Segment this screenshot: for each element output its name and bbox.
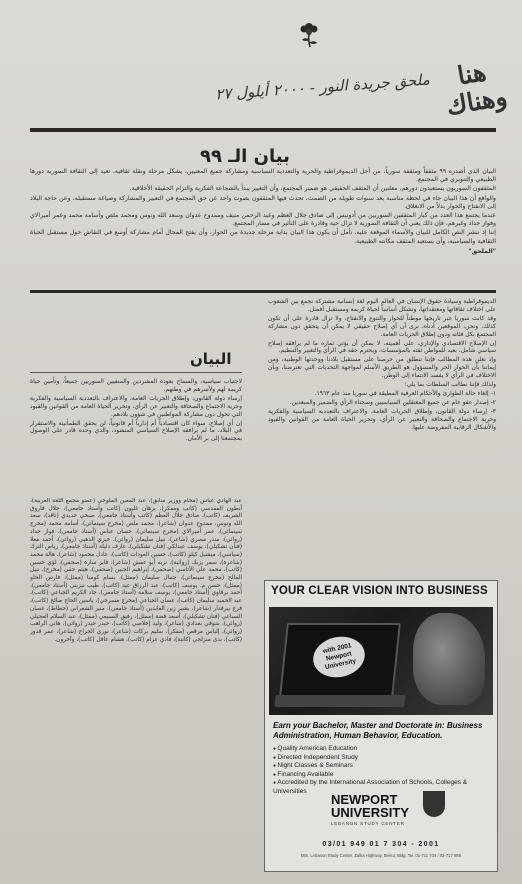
logo-line-2: وهناك: [444, 81, 510, 121]
newport-university-ad: [264, 580, 498, 872]
ad-address: Mtn. Lebanon Study Center, Zalka Highway, Beirut, Bldg. Tel. 01-711 704 / 03-717 989: [301, 853, 461, 858]
supplement-title: ملحق جريدة النور - ٢٠٠٠ أيلول ٢٧: [214, 70, 431, 104]
hand-icon: [413, 613, 485, 705]
declaration-paragraph: وقد كانت سوريا عبر تاريخها موطناً للحوار والتنوع والانفتاح، ولا تزال قادرة على أن تكون كذلك. ونحن، الموقعين أدناه، نرى أن أي إصلاح حقيقي لا يمكن أن يتحقق دون مشاركة المجتمع بكل فئاته ودون إطلاق الحريات العامة.: [268, 314, 496, 338]
statement-paragraph: والواقع أن هذا البيان جاء في لحظة مناسبة بعد سنوات طويلة من الصمت، تحدث فيها المثقفون بصوت واحد عن حق المجتمع في التعبير والمشاركة وصياغة مستقبله، وعن حاجة البلاد إلى الانفتاح والحوار بدلاً من الانغلاق.: [30, 194, 496, 210]
declaration-paragraph: الديموقراطية وسيادة حقوق الإنسان في العالم اليوم لغة إنسانية مشتركة تجمع بين الشعوب على اختلاف ثقافاتها ومعتقداتها، وتشكل أساساً لحياة كريمة ومستقبل أفضل.: [268, 298, 496, 313]
statement-paragraph: المثقفون السوريون يستعيدون دورهم، معلنين أن المثقف الحقيقي هو ضمير المجتمع، وأن التغيير يبدأ بالشجاعة الفكرية والتزام الحقيقة الأخلاقية.: [129, 185, 496, 193]
declaration-paragraph: ولذلك فإننا نطالب السلطات بما يلي:: [404, 381, 496, 389]
ad-sticker: with 2001 Newport University: [309, 632, 368, 682]
ad-bullet: ● Accredited by the International Association of Schools, Colleges & Universities: [273, 779, 489, 796]
declaration-paragraph: وإذ نعلن هذه المطالب فإننا ننطلق من حرصنا على مستقبل بلادنا ووحدتها الوطنية، ومن إيماننا بأن الحوار الحر والمسؤول هو الطريق الأسلم لمواجهة التحديات التي تعترضنا، وبأن الاختلاف في الرأي لا يفسد الانتماء إلى الوطن.: [268, 356, 496, 380]
declaration-demand: ٣- إرساء دولة القانون، وإطلاق الحريات العامة، والاعتراف بالتعددية السياسية والفكرية وحرية الاجتماع والصحافة والتعبير عن الرأي، وتحرير الحياة العامة من القوانين والقيود والأشكال الرقابية المفروضة عليها.: [268, 407, 496, 431]
ad-bullet: ● Directed Independent Study: [273, 754, 489, 763]
logo-line-1: NEWPORT: [331, 792, 398, 807]
declaration-paragraph: إرساء دولة القانون، وإطلاق الحريات العامة، والاعتراف بالتعددية السياسية والفكرية وحرية الاجتماع والصحافة والتعبير عن الرأي، وتحرير الحياة العامة من القوانين والقيود التي تحول دون مشاركة المواطنين في شؤون بلادهم.: [30, 394, 242, 418]
statement-body: [30, 168, 496, 257]
statement-paragraph: إننا إذ ننشر النص الكامل للبيان والأسماء الموقعة عليه، نأمل أن يكون هذا البيان بداية مرحلة جديدة من الحوار، وأن يفتح المجال أمام مشاركة أوسع في النقاش حول مستقبل الحياة الثقافية والسياسية، وأن يستعيد المثقف مكانته الطبيعية.: [30, 229, 496, 245]
divider-rule: [30, 372, 242, 373]
newport-logo: [331, 789, 451, 835]
ad-tagline: Earn your Bachelor, Master and Doctorate in: Business Administration, Human Behavior, Education.: [273, 721, 483, 740]
ad-headline: YOUR CLEAR VISION INTO BUSINESS: [271, 585, 488, 597]
divider-rule: [30, 290, 496, 293]
declaration-left-intro: [30, 378, 242, 444]
declaration-paragraph: لاجتياب سياسية، والسماح بعودة المشردين والمنفيين السوريين جميعاً، وتأمين حياة كريمة لهم ولأسرهم في وطنهم.: [30, 378, 242, 393]
declaration-paragraph: إن أي إصلاح، سواء كان اقتصادياً أم إدارياً أم قانونياً، لن يحقق الطمأنينة والاستقرار في البلاد، ما لم يرافقه الإصلاح السياسي المنشود، والذي وحده قادر على الوصول بمجتمعنا إلى بر الأمان.: [30, 419, 242, 443]
laptop-base: [274, 695, 405, 707]
statement-paragraph: البيان الذي أصدره ٩٩ مثقفاً ومثقفة سورياً، من أجل الديموقراطية والحرية والتعددية السياسية ومشاركة جميع المعنيين، يشكل مرحلة ونقلة ثقافية، تعيد إلى الثقافة السورية دورها الطبيعي والتنويري في المجتمع.: [30, 168, 496, 184]
logo-wordmark: [331, 793, 417, 819]
ad-bullet: ● Quality American Education: [273, 745, 489, 754]
statement-signature: "الملحق": [468, 247, 496, 255]
signatories-list: عبد الهادي عباس (محام ووزير سابق)، عبد المعين الملوحي (عضو مجمع اللغة العربية)، أنطون المقدسي (كاتب ومفكر)، برهان غليون (كاتب وأستاذ جامعي)، جلال فاروق الشريف (كاتب)، صادق جلال العظم (كاتب وأستاذ جامعي)، صبحي حديدي (ناقد)، سعد الله ونوس، ممدوح عدوان (شاعر)، محمد ملص (مخرج سينمائي)، أسامة محمد (مخرج سينمائي)، عمر أميرالاي (مخرج سينمائي)، حسان عباس (أستاذ جامعي)، فواز حداد (روائي)، منذر مصري (شاعر)، نبيل سليمان (روائي)، خيري الذهبي (روائي)، أحمد معلا (فنان تشكيلي)، يوسف عبدلكي (فنان تشكيلي)، عارف دليلة (أستاذ جامعي)، رياض الترك (سياسي)، ميشيل كيلو (كاتب)، حسين العودات (كاتب)، عادل محمود (شاعر)، هالة محمد (شاعرة)، سمر يزبك (روائية)، نزيه أبو عفش (شاعر)، فايز سارة (صحفي)، لؤي حسين (كاتب)، محمد علي الأتاسي (صحفي)، إبراهيم الجبين (صحفي)، هيثم حقي (مخرج)، نبيل المالح (مخرج سينمائي)، جمال سليمان (ممثل)، بسام كوسا (ممثل)، فارس الحلو (ممثل)، حسن م. يوسف (كاتب)، عبد الرزاق عيد (كاتب)، طيب تيزيني (أستاذ جامعي)، أحمد برقاوي (أستاذ جامعي)، يوسف سلامة (أستاذ جامعي)، جاد الكريم الجباعي (كاتب)، عبد الحميد سليمان (كاتب)، غسان الجباعي (مخرج مسرحي)، ياسين الحاج صالح (كاتب)، فرج بيرقدار (شاعر)، بشير زين العابدين (أستاذ جامعي)، منير الشعراني (خطاط)، غسان السباعي (فنان تشكيلي)، أسعد فضة (ممثل)، رفيق السبيعي (ممثل)، عبد السلام العجيلي (روائي)، شوقي بغدادي (شاعر)، وليد إخلاصي (كاتب)، حيدر حيدر (روائي)، هاني الراهب (روائي)، إلياس مرقص (مفكر)، سليم بركات (شاعر)، نوري الجراح (شاعر)، عمر قدور (كاتب)، ندى منزلجي (كاتبة)، فادي عزام (كاتب)، هشام عاقل (كاتب)، وآخرون.: [30, 498, 242, 643]
divider-rule: [30, 128, 496, 132]
ad-bullet: ● Night Classes & Seminars: [273, 762, 489, 771]
logo-line-1: هنا: [455, 57, 489, 91]
logo-line-2: UNIVERSITY: [331, 805, 410, 820]
supplement-logo: [439, 55, 511, 129]
declaration-right-column: [268, 298, 496, 433]
declaration-title: البيان: [190, 350, 232, 368]
shield-icon: [423, 791, 445, 817]
statement-title: بيان الـ ٩٩: [200, 146, 290, 167]
logo-subtitle: LEBANON STUDY CENTER: [331, 821, 405, 826]
declaration-paragraph: إن الإصلاح الاقتصادي والإداري، على أهميته، لا يمكن أن يؤتي ثماره ما لم يرافقه إصلاح سياسي شامل، يعيد للمواطن ثقته بالمؤسسات، ويحترم حقه في الرأي والتعبير والتنظيم.: [268, 339, 496, 355]
ad-phone: 03/01 949 01 7 304 - 2001: [322, 841, 440, 848]
ad-photo: [269, 607, 493, 715]
flower-icon: [296, 18, 322, 48]
ad-bullet: ● Financing Available: [273, 771, 489, 780]
declaration-demand: ١- إلغاء حالة الطوارئ والأحكام العرفية المطبقة في سوريا منذ عام ١٩٦٣.: [314, 389, 496, 397]
statement-paragraph: عندما يجتمع هذا العدد من كبار المثقفين السوريين من أدونيس إلى صادق جلال العظم وعبد الرحمن منيف وممدوح عدوان وسعد الله ونوس ومحمد ملص وأسامة محمد وعمر أميرالاي وفواز حداد وغيرهم، فإن ذلك يعني أن الثقافة السورية لا تزال حية وقادرة على التأثير في مسار المجتمع.: [30, 212, 496, 228]
declaration-demand: ٢- إصدار عفو عام عن جميع المعتقلين السياسيين وسجناء الرأي والضمير والمبعدين.: [289, 398, 496, 406]
